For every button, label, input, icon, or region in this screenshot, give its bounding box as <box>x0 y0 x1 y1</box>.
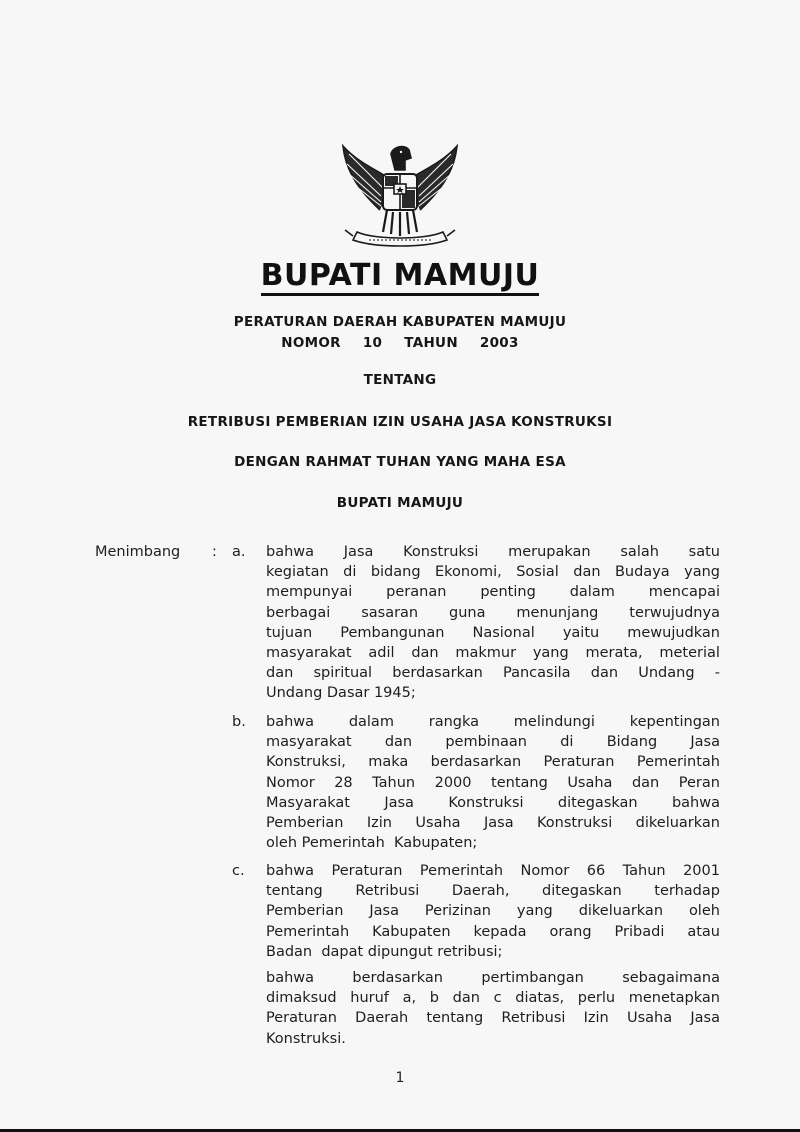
word: Tahun <box>372 774 416 791</box>
text-line <box>266 712 720 732</box>
word: yang <box>532 644 569 661</box>
word: peranan <box>386 584 447 601</box>
word: guna <box>449 604 486 621</box>
word: - <box>714 665 720 682</box>
word: kepada <box>473 923 527 940</box>
word: tentang <box>491 774 548 791</box>
word: Izin <box>583 1010 609 1027</box>
word: Masyarakat <box>266 794 350 811</box>
word: Peraturan <box>331 863 403 879</box>
regulation-heading: PERATURAN DAERAH KABUPATEN MAMUJU <box>233 314 567 330</box>
word: bidang <box>370 564 421 581</box>
word: 2001 <box>683 863 720 879</box>
word: Jasa <box>690 734 720 751</box>
word: Pemerintah <box>419 863 504 879</box>
text-line <box>266 562 720 582</box>
garuda-pancasila-emblem-icon <box>335 140 465 258</box>
word: pertimbangan <box>481 970 584 986</box>
considering-item-c <box>266 861 720 962</box>
word: ditegaskan <box>557 794 638 811</box>
word: Jasa <box>369 903 399 920</box>
invocation-heading: DENGAN RAHMAT TUHAN YANG MAHA ESA <box>234 454 566 470</box>
text-line <box>266 603 720 623</box>
word: Retribusi <box>355 883 420 900</box>
word: sebagaimana <box>622 970 720 986</box>
word: Peraturan <box>266 1010 337 1027</box>
word: makmur <box>455 644 517 661</box>
word: dan <box>384 734 413 751</box>
word: meterial <box>659 644 720 661</box>
word: bahwa <box>266 970 315 986</box>
word: diatas, <box>515 990 565 1007</box>
word: Daerah, <box>451 883 510 900</box>
word: tentang <box>426 1010 484 1027</box>
word: Jasa <box>690 1010 720 1027</box>
word: berdasarkan <box>430 754 522 771</box>
word: perlu <box>577 990 616 1007</box>
text-line <box>266 582 720 602</box>
word: dalam <box>569 584 615 601</box>
word: spiritual <box>313 665 373 682</box>
word: Kabupaten <box>372 923 451 940</box>
word: dan <box>411 644 439 661</box>
word: merata, <box>585 644 643 661</box>
word: dalam <box>348 714 394 730</box>
word: dan <box>266 665 294 682</box>
word: Pembangunan <box>340 624 445 641</box>
text-line <box>266 793 720 813</box>
word: Usaha <box>415 814 461 831</box>
word: masyarakat <box>266 734 352 751</box>
word: satu <box>688 544 720 560</box>
word: Konstruksi <box>448 794 524 811</box>
regulation-number: NOMOR 10 TAHUN 2003 <box>281 335 519 351</box>
word: bahwa <box>266 714 315 730</box>
word: Nomor <box>266 774 315 791</box>
document-title <box>0 258 800 296</box>
word: Peran <box>678 774 720 791</box>
word: melindungi <box>513 714 595 730</box>
word: Retribusi <box>501 1010 566 1027</box>
text-line <box>266 732 720 752</box>
word: bahwa <box>266 863 315 879</box>
issuer-heading: BUPATI MAMUJU <box>336 495 464 511</box>
text-line <box>266 773 720 793</box>
word: masyarakat <box>266 644 352 661</box>
word: kegiatan <box>266 564 329 581</box>
considering-colon: : <box>212 544 217 560</box>
word: Pribadi <box>614 923 665 940</box>
word: c <box>493 990 502 1007</box>
word: Jasa <box>483 814 514 831</box>
text-line <box>266 988 720 1008</box>
word: Nasional <box>472 624 535 641</box>
text-line <box>266 643 720 663</box>
word: menetapkan <box>628 990 720 1007</box>
word: b <box>429 990 439 1007</box>
word: berdasarkan <box>352 970 443 986</box>
item-letter-a: a. <box>232 544 246 560</box>
word: penting <box>480 584 536 601</box>
word: Badan dapat dipungut retribusi; <box>266 943 503 960</box>
page-number: 1 <box>395 1070 405 1086</box>
text-line <box>266 861 720 881</box>
text-line <box>266 833 720 853</box>
item-letter-c: c. <box>232 863 245 879</box>
considering-item-d <box>266 968 720 1049</box>
word: Konstruksi <box>403 544 479 560</box>
word: Pemberian <box>266 814 344 831</box>
word: orang <box>549 923 592 940</box>
text-line <box>266 881 720 901</box>
about-heading: TENTANG <box>363 372 437 388</box>
word: Bidang <box>606 734 658 751</box>
word: yang <box>516 903 553 920</box>
word: kepentingan <box>629 714 720 730</box>
word: dan <box>631 774 660 791</box>
text-line <box>266 942 720 962</box>
word: yang <box>684 564 720 581</box>
word: Peraturan <box>543 754 615 771</box>
word: sasaran <box>361 604 419 621</box>
word: berdasarkan <box>392 665 483 682</box>
word: Jasa <box>343 544 374 560</box>
word: mempunyai <box>266 584 353 601</box>
word: Izin <box>366 814 392 831</box>
word: Pemberian <box>266 903 344 920</box>
word: atau <box>687 923 720 940</box>
word: bahwa <box>671 794 720 811</box>
word: huruf <box>350 990 389 1007</box>
word: Tahun <box>622 863 666 879</box>
word: dikeluarkan <box>578 903 664 920</box>
text-line <box>266 623 720 643</box>
word: dimaksud <box>266 990 337 1007</box>
word: berbagai <box>266 604 331 621</box>
text-line <box>266 683 720 703</box>
word: di <box>343 564 357 581</box>
word: Usaha <box>567 774 613 791</box>
text-line <box>266 968 720 988</box>
word: oleh <box>688 903 720 920</box>
text-line <box>266 752 720 772</box>
word: a, <box>402 990 417 1007</box>
title-text: BUPATI MAMUJU <box>261 259 540 296</box>
word: tentang <box>266 883 323 900</box>
word: pembinaan <box>445 734 527 751</box>
word: adil <box>368 644 395 661</box>
word: Pancasila <box>503 665 571 682</box>
word: Perizinan <box>424 903 491 920</box>
word: Ekonomi, <box>435 564 502 581</box>
word: Konstruksi, <box>266 754 346 771</box>
word: Budaya <box>614 564 670 581</box>
item-letter-b: b. <box>232 714 246 730</box>
word: maka <box>368 754 409 771</box>
text-line <box>266 922 720 942</box>
word: yaitu <box>562 624 600 641</box>
word: dan <box>573 564 601 581</box>
word: Undang Dasar 1945; <box>266 685 416 702</box>
considering-label: Menimbang <box>95 544 181 560</box>
word: di <box>560 734 574 751</box>
word: terhadap <box>654 883 720 900</box>
word: tujuan <box>266 624 313 641</box>
word: Pemerintah <box>266 923 350 940</box>
word: menunjang <box>516 604 599 621</box>
word: Nomor <box>520 863 570 879</box>
word: dan <box>452 990 480 1007</box>
word: Sosial <box>516 564 559 581</box>
word: ditegaskan <box>542 883 622 900</box>
word: bahwa <box>266 544 315 560</box>
text-line <box>266 542 720 562</box>
word: mencapai <box>648 584 720 601</box>
text-line <box>266 901 720 921</box>
word: 2000 <box>434 774 472 791</box>
word: Konstruksi <box>537 814 613 831</box>
text-line <box>266 813 720 833</box>
word: dikeluarkan <box>635 814 720 831</box>
word: Daerah <box>355 1010 409 1027</box>
subject-heading: RETRIBUSI PEMBERIAN IZIN USAHA JASA KONSTRUKSI <box>187 414 613 430</box>
text-line <box>266 1008 720 1028</box>
word: Pemerintah <box>636 754 720 771</box>
word: Konstruksi. <box>266 1030 346 1047</box>
considering-item-a <box>266 542 720 704</box>
word: Jasa <box>384 794 414 811</box>
word: mewujudkan <box>627 624 720 641</box>
word: salah <box>620 544 659 560</box>
considering-item-b <box>266 712 720 853</box>
text-line <box>266 1029 720 1049</box>
word: Usaha <box>626 1010 673 1027</box>
word: Undang <box>638 665 695 682</box>
word: dan <box>590 665 619 682</box>
word: 28 <box>334 774 353 791</box>
word: rangka <box>428 714 480 730</box>
word: oleh Pemerintah Kabupaten; <box>266 835 478 852</box>
word: 66 <box>586 863 606 879</box>
word: merupakan <box>508 544 591 560</box>
word: terwujudnya <box>629 604 720 621</box>
text-line <box>266 663 720 683</box>
